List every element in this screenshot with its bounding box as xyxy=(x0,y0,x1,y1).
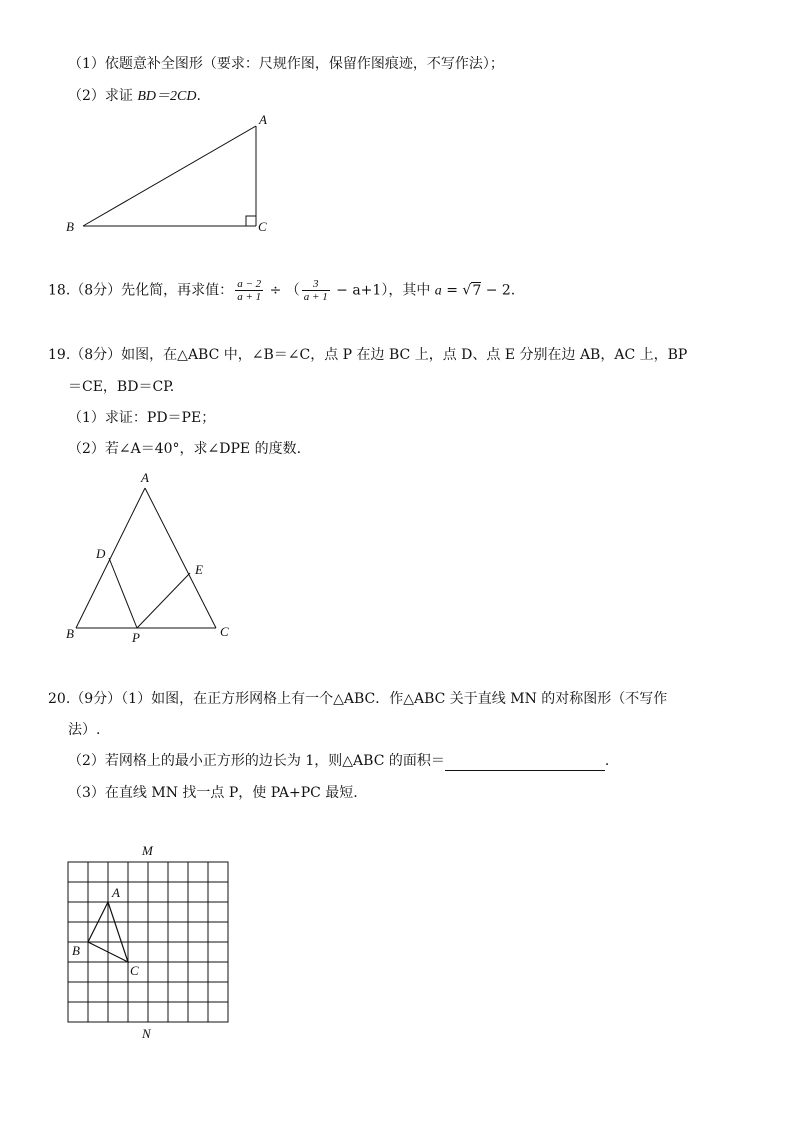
q18-equals: = xyxy=(441,282,463,299)
q19-label-p: P xyxy=(132,630,140,645)
q18-variable: a xyxy=(434,283,442,299)
q19-label-c: C xyxy=(220,624,229,639)
q20-label-c: C xyxy=(130,963,139,978)
q17-part2-prefix: （2）求证 xyxy=(68,88,138,104)
q19-label-d: D xyxy=(96,546,106,561)
q20-grid xyxy=(68,862,228,1022)
q18-number: 18. xyxy=(48,282,71,299)
q18-frac2-numerator: 3 xyxy=(302,278,330,291)
q18-sqrt-sign: √ xyxy=(462,282,472,299)
q20-part3: （3）在直线 MN 找一点 P，使 PA+PC 最短. xyxy=(68,785,358,801)
q19-line1: 19.（8分）如图，在△ABC 中，∠B＝∠C，点 P 在边 BC 上，点 D、点 E 分别在边 AB，AC 上，BP xyxy=(48,347,688,363)
q18-radicand: 7 xyxy=(472,282,482,299)
q18-frac2-denominator: a + 1 xyxy=(303,291,328,303)
q20-label-b: B xyxy=(72,943,80,958)
q18-score: （8分）先化简，再求值： xyxy=(70,282,234,299)
q17-label-b: B xyxy=(66,219,74,234)
q17-part2-math: BD＝2CD xyxy=(137,89,197,104)
q20-line2: 法）. xyxy=(68,722,101,738)
q19-label-a: A xyxy=(141,470,149,485)
q20-line1: 20.（9分）（1）如图，在正方形网格上有一个△ABC．作△ABC 关于直线 MN 的对称图形（不写作 xyxy=(48,691,668,707)
q17-label-c: C xyxy=(258,219,267,234)
q20-part2-prefix: （2）若网格上的最小正方形的边长为 1，则△ABC 的面积＝ xyxy=(68,753,445,769)
q19-label-b: B xyxy=(66,626,74,641)
q18-frac1-numerator: a − 2 xyxy=(237,278,262,290)
q17-part1: （1）依题意补全图形（要求：尺规作图，保留作图痕迹，不写作法）； xyxy=(68,56,504,72)
q20-label-m: M xyxy=(142,843,153,858)
q19-label-e: E xyxy=(195,562,203,577)
q19-line2: ＝CE，BD＝CP. xyxy=(68,379,175,395)
q17-label-a: A xyxy=(259,112,267,127)
q19-part2: （2）若∠A＝40°，求∠DPE 的度数. xyxy=(68,441,302,457)
q17-part2-suffix: . xyxy=(196,88,201,104)
q18-minus-two: − 2. xyxy=(481,282,516,299)
q18-frac1-denominator: a + 1 xyxy=(237,291,262,303)
q18-divide: ÷ （ xyxy=(265,282,300,299)
q18-tail: − a+1），其中 xyxy=(331,282,435,299)
q20-label-a: A xyxy=(112,885,120,900)
q20-part2-suffix: . xyxy=(604,753,610,769)
q20-label-n: N xyxy=(142,1026,151,1041)
q19-part1: （1）求证：PD＝PE； xyxy=(68,410,216,426)
